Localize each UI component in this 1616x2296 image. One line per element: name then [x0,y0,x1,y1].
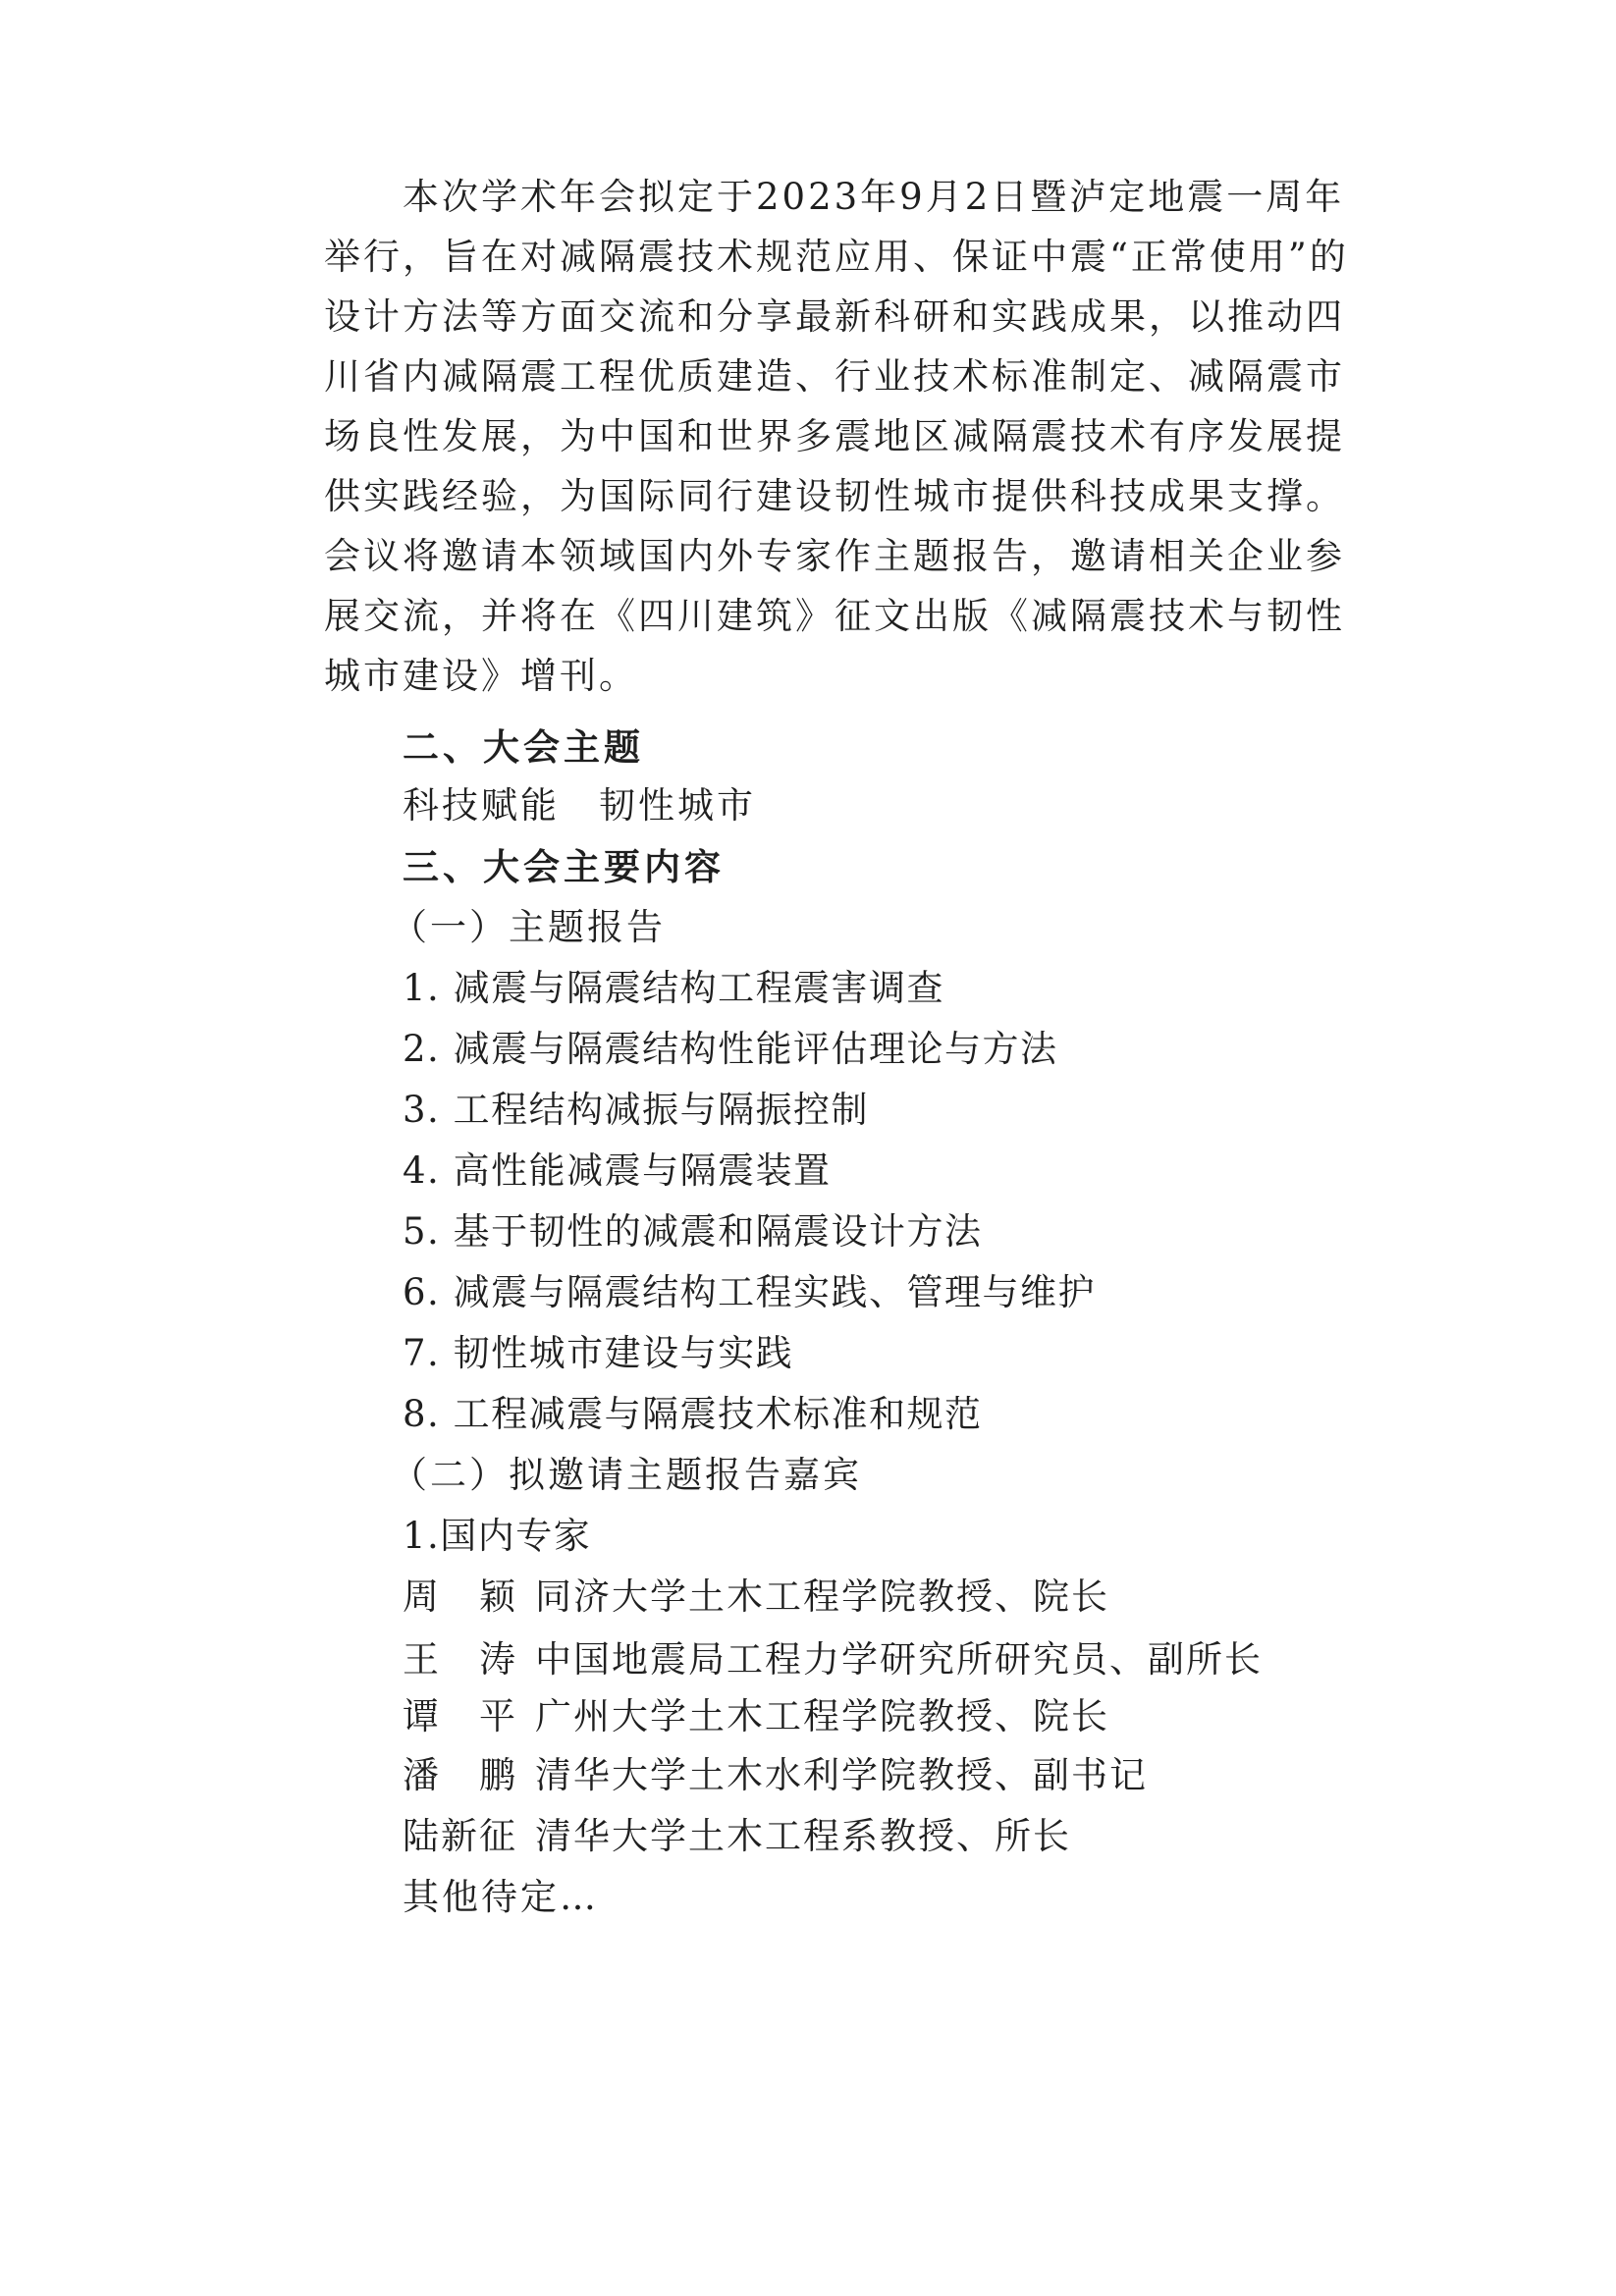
paragraph-line: 设计方法等方面交流和分享最新科研和实践成果，以推动四 [324,295,1345,338]
expert-row [403,1686,1109,1747]
topic-item: 5. 基于韧性的减震和隔震设计方法 [403,1210,983,1253]
topic-item: 6. 减震与隔震结构工程实践、管理与维护 [403,1271,1097,1313]
expert-name: 周 颖 [403,1575,517,1618]
expert-row [403,1745,1148,1806]
expert-title: 广州大学土木工程学院教授、院长 [535,1695,1109,1737]
topic-item: 7. 韧性城市建设与实践 [403,1332,794,1374]
paragraph-line: 供实践经验，为国际同行建设韧性城市提供科技成果支撑。 [324,475,1345,517]
expert-title: 清华大学土木工程系教授、所长 [535,1815,1071,1857]
paragraph-line: 场良性发展，为中国和世界多震地区减隔震技术有序发展提 [324,415,1345,457]
paragraph-line: 会议将邀请本领域国内外专家作主题报告，邀请相关企业参 [324,535,1345,577]
topic-item: 4. 高性能减震与隔震装置 [403,1149,832,1192]
expert-row [403,1567,1109,1628]
topic-item: 2. 减震与隔震结构性能评估理论与方法 [403,1028,1058,1070]
topic-item: 1. 减震与隔震结构工程震害调查 [403,967,945,1009]
expert-title: 同济大学土木工程学院教授、院长 [535,1575,1109,1618]
paragraph-line: 举行，旨在对减隔震技术规范应用、保证中震“正常使用”的 [324,236,1349,278]
expert-name: 王 涛 [403,1638,517,1681]
paragraph-line: 展交流，并将在《四川建筑》征文出版《减隔震技术与韧性 [324,595,1345,637]
topic-item: 8. 工程减震与隔震技术标准和规范 [403,1393,983,1435]
topic-item: 3. 工程结构减振与隔振控制 [403,1089,870,1131]
theme-text: 科技赋能 韧性城市 [403,784,756,827]
expert-row [403,1806,1071,1867]
subheading-speakers: （二）拟邀请主题报告嘉宾 [391,1454,862,1496]
expert-name: 谭 平 [403,1695,517,1737]
expert-name: 潘 鹏 [403,1754,517,1796]
expert-row [403,1629,1263,1690]
section-heading-content: 三、大会主要内容 [403,845,725,888]
expert-title: 清华大学土木水利学院教授、副书记 [535,1754,1148,1796]
expert-name: 陆新征 [403,1815,517,1857]
section-heading-theme: 二、大会主题 [403,725,644,769]
domestic-experts-heading: 1.国内专家 [403,1515,592,1557]
paragraph-line: 城市建设》增刊。 [324,655,638,697]
subheading-keynote: （一）主题报告 [391,906,666,948]
others-tbd: 其他待定… [403,1876,599,1918]
paragraph-line: 本次学术年会拟定于2023年9月2日暨泸定地震一周年 [403,176,1345,218]
paragraph-line: 川省内减隔震工程优质建造、行业技术标准制定、减隔震市 [324,355,1345,398]
expert-title: 中国地震局工程力学研究所研究员、副所长 [535,1638,1263,1681]
